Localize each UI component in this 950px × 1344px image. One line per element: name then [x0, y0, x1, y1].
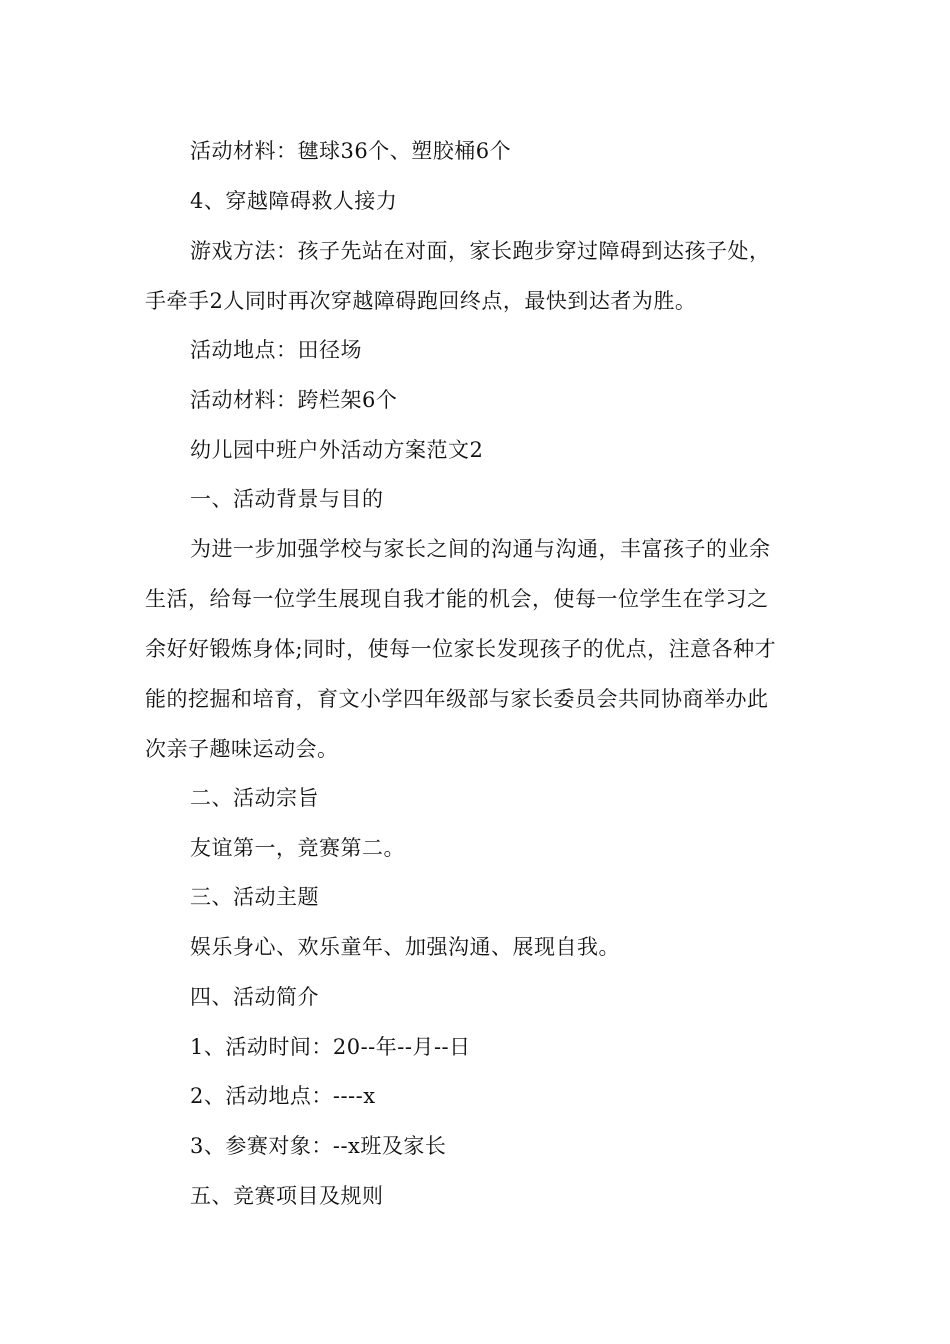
text-line-participants: 3、参赛对象：--x班及家长 [190, 1134, 447, 1158]
text-line-activity-time: 1、活动时间：20--年--月--日 [190, 1035, 471, 1059]
text-line-materials-hurdles: 活动材料：跨栏架6个 [190, 388, 398, 412]
section-heading-2: 二、活动宗旨 [190, 786, 319, 810]
text-line-theme: 娱乐身心、欢乐童年、加强沟通、展现自我。 [190, 935, 620, 959]
section-heading-4: 四、活动简介 [190, 985, 319, 1009]
section-heading-1: 一、活动背景与目的 [190, 487, 384, 511]
text-line-item-4-title: 4、穿越障碍救人接力 [190, 189, 398, 213]
section-heading-5: 五、竞赛项目及规则 [190, 1184, 384, 1208]
paragraph-line-3: 余好好锻炼身体;同时，使每一位家长发现孩子的优点，注意各种才 [145, 637, 777, 661]
text-line-plan-title-2: 幼儿园中班户外活动方案范文2 [190, 438, 484, 462]
text-line-purpose: 友谊第一，竞赛第二。 [190, 836, 405, 860]
section-heading-3: 三、活动主题 [190, 885, 319, 909]
text-line-game-method-1: 游戏方法：孩子先站在对面，家长跑步穿过障碍到达孩子处， [190, 239, 771, 263]
paragraph-line-2: 生活，给每一位学生展现自我才能的机会，使每一位学生在学习之 [145, 587, 769, 611]
text-line-game-method-2: 手牵手2人同时再次穿越障碍跑回终点，最快到达者为胜。 [145, 289, 697, 313]
paragraph-line-4: 能的挖掘和培育，育文小学四年级部与家长委员会共同协商举办此 [145, 687, 769, 711]
text-line-materials-shuttlecock: 活动材料：毽球36个、塑胶桶6个 [190, 139, 512, 163]
text-line-location: 活动地点：田径场 [190, 338, 362, 362]
paragraph-line-5: 次亲子趣味运动会。 [145, 737, 339, 761]
paragraph-line-1: 为进一步加强学校与家长之间的沟通与沟通，丰富孩子的业余 [190, 537, 771, 561]
text-line-activity-location: 2、活动地点：----x [190, 1084, 376, 1108]
